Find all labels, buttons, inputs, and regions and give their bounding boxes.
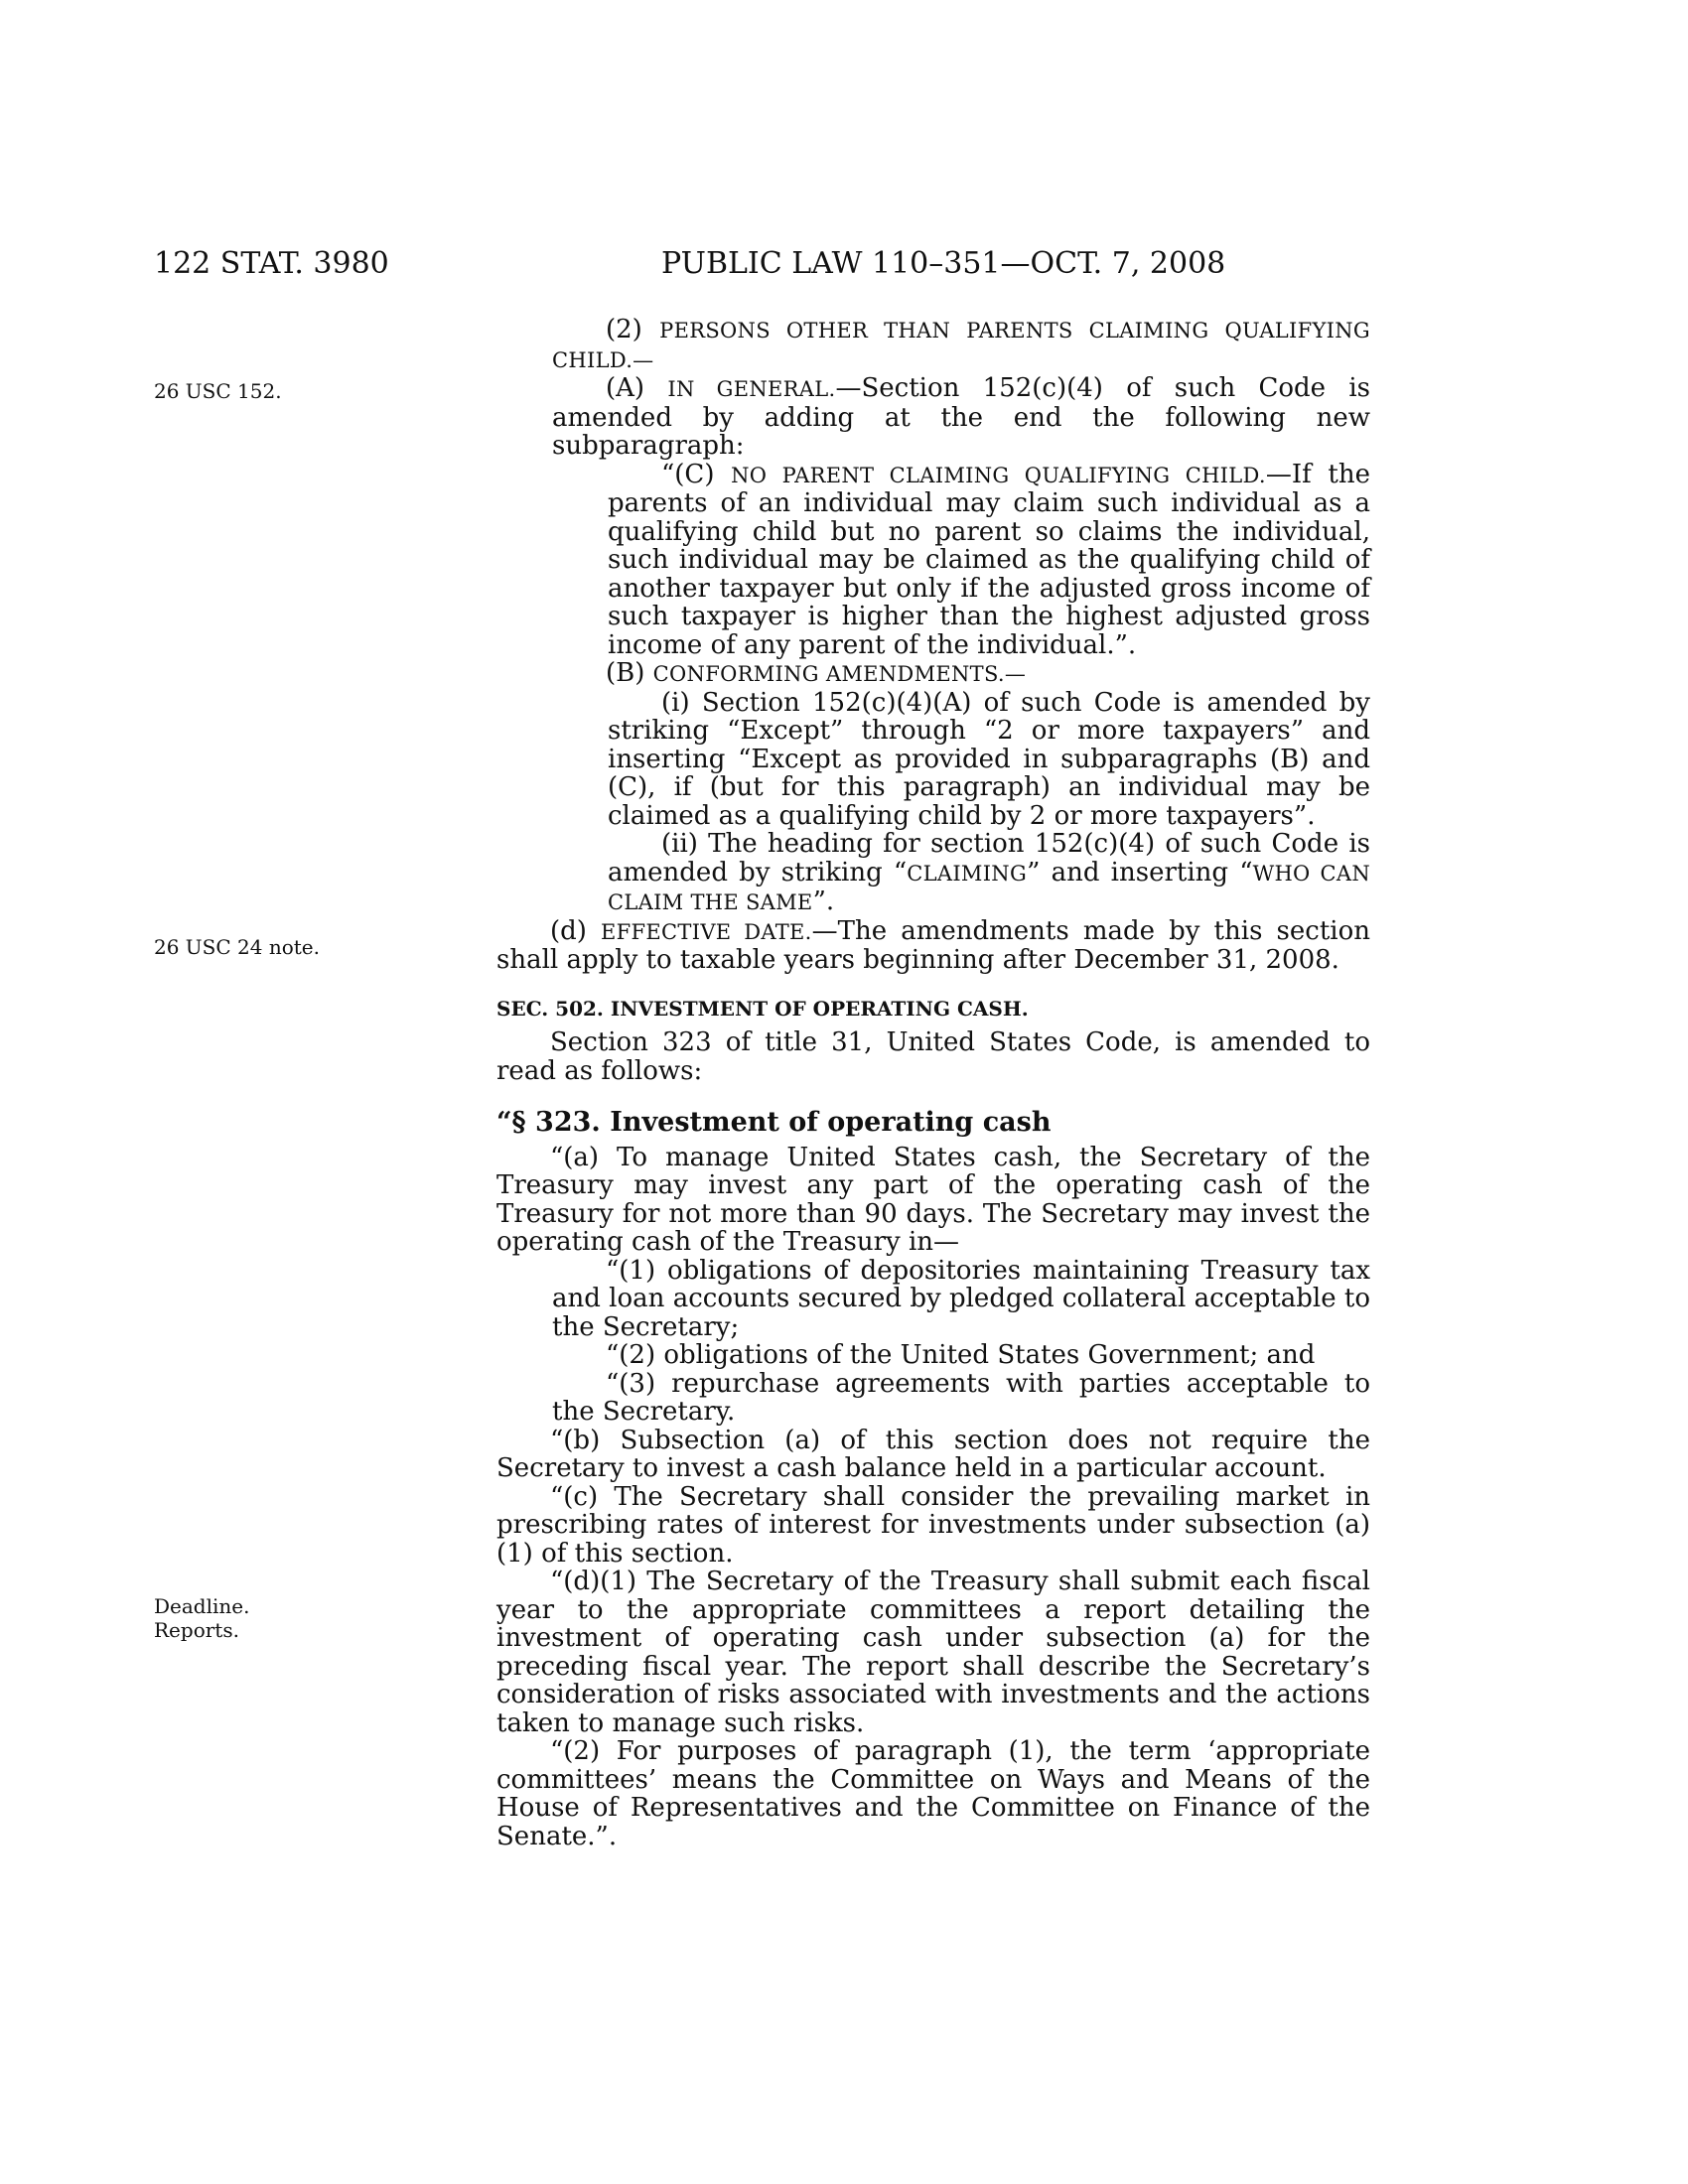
paragraph-number: (d): [550, 915, 602, 946]
stat-reference: 122 STAT. 3980: [154, 246, 389, 281]
margin-note-reports: Reports.: [154, 1618, 239, 1642]
paragraph-heading: EFFECTIVE DATE.: [601, 919, 812, 944]
paragraph-2: [496, 316, 1370, 374]
paragraph-number: (2): [606, 315, 660, 344]
subsection-d: [496, 917, 1370, 975]
paragraph-text: —Section 152(c)(4) of such Code is amended by adding at the end the following new subparagraph:: [552, 373, 1370, 461]
main-text: [496, 316, 1370, 1850]
clause-small-caps: CLAIMING: [907, 861, 1028, 886]
subsection-323-d2: “(2) For purposes of paragraph (1), the term ‘appropriate committees’ means the Committee on Ways and Means of the House of Representatives and the Committee on Finance of the Senate.”.: [496, 1736, 1370, 1851]
subparagraph-a: [496, 374, 1370, 461]
margin-note-usc-152: 26 USC 152.: [154, 379, 282, 403]
paragraph-number: “(C): [661, 459, 732, 489]
margin-note-usc-24: 26 USC 24 note.: [154, 935, 320, 959]
paragraph-number: (A): [606, 373, 668, 403]
clause-text: ”.: [812, 887, 835, 916]
paragraph-text: —If the parents of an individual may claim such individual as a qualifying child but no parent so claims the individual, such individual may be claimed as the qualifying child of another taxpayer but only if the adjusted gross income of such taxpayer is higher than the highest adjusted gross income of any parent of the individual.”.: [608, 459, 1370, 660]
subparagraph-c: [496, 461, 1370, 660]
paragraph-number: (B): [606, 658, 653, 688]
paragraph-323-a3: “(3) repurchase agreements with parties acceptable to the Secretary.: [552, 1368, 1370, 1427]
clause-text: ” and inserting “: [1027, 857, 1253, 887]
paragraph-heading: NO PARENT CLAIMING QUALIFYING CHILD.: [731, 463, 1266, 487]
clause-i: (i) Section 152(c)(4)(A) of such Code is amended by striking “Except” through “2 or more taxpayers” and inserting “Except as provided in subparagraphs (B) and (C), if (but for this paragraph) an individual may be claimed as a qualifying child by 2 or more taxpayers”.: [608, 687, 1370, 831]
paragraph-text: —The amendments made by this section shall apply to taxable years beginning after December 31, 2008.: [496, 915, 1370, 975]
paragraph-heading: CONFORMING AMENDMENTS.—: [652, 662, 1027, 686]
paragraph-323-a2: “(2) obligations of the United States Government; and: [606, 1340, 1316, 1370]
margin-note-deadline: Deadline.: [154, 1594, 250, 1618]
clause-small-caps: WHO CAN CLAIM THE SAME: [608, 861, 1371, 914]
subsection-323-a: “(a) To manage United States cash, the Secretary of the Treasury may invest any part of the operating cash of the Treasury for not more than 90 days. The Secretary may invest the operating cash of the Treasury in—: [496, 1142, 1370, 1257]
clause-text: (ii) The heading for section 152(c)(4) of such Code is amended by striking “: [608, 829, 1370, 887]
subsection-323-c: “(c) The Secretary shall consider the prevailing market in prescribing rates of interest for investments under subsection (a)(1) of this section.: [496, 1481, 1370, 1569]
page-header: [0, 246, 1688, 294]
law-title: PUBLIC LAW 110–351—OCT. 7, 2008: [661, 246, 1226, 281]
paragraph-323-a1: “(1) obligations of depositories maintaining Treasury tax and loan accounts secured by pledged collateral acceptable to the Secretary;: [552, 1255, 1370, 1342]
paragraph-heading: PERSONS OTHER THAN PARENTS CLAIMING QUALIFYING CHILD.—: [552, 319, 1371, 372]
section-502-title: SEC. 502. INVESTMENT OF OPERATING CASH.: [496, 996, 1029, 1021]
clause-ii: [496, 830, 1370, 917]
paragraph-heading: IN GENERAL.: [667, 377, 836, 401]
subparagraph-b: [496, 659, 1370, 689]
subsection-323-b: “(b) Subsection (a) of this section does not require the Secretary to invest a cash balance held in a particular account.: [496, 1425, 1370, 1483]
section-323-heading: “§ 323. Investment of operating cash: [496, 1107, 1052, 1138]
section-502-intro: Section 323 of title 31, United States Code, is amended to read as follows:: [496, 1027, 1370, 1086]
subsection-323-d1: “(d)(1) The Secretary of the Treasury shall submit each fiscal year to the appropriate committees a report detailing the investment of operating cash under subsection (a) for the preceding fiscal year. The report shall describe the Secretary’s consideration of risks associated with investments and the actions taken to manage such risks.: [496, 1567, 1370, 1738]
